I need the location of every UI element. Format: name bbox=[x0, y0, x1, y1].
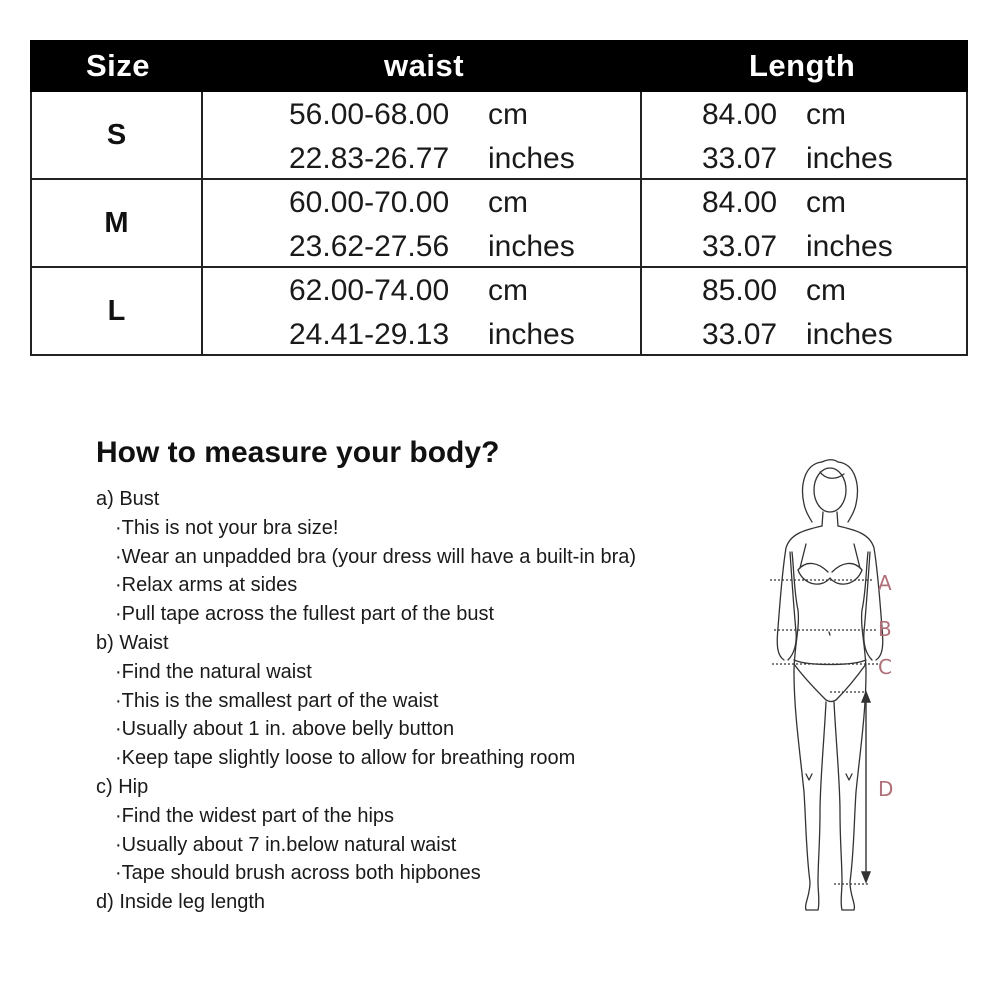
label-d: D bbox=[878, 777, 894, 801]
table-row bbox=[31, 267, 967, 355]
guide-tip: ·Usually about 1 in. above belly button bbox=[115, 718, 455, 741]
waist-cm-value: 60.00-70.00 bbox=[289, 186, 450, 219]
guide-title: How to measure your body? bbox=[96, 436, 500, 469]
guide-tip: ·Tape should brush across both hipbones bbox=[115, 862, 481, 885]
body-outline-drawing bbox=[760, 452, 910, 922]
waist-inch-value: 22.83-26.77 bbox=[289, 142, 450, 175]
length-cell bbox=[641, 91, 967, 179]
table-header-row bbox=[31, 41, 967, 91]
table-row bbox=[31, 179, 967, 267]
header-waist: waist bbox=[202, 41, 641, 91]
waist-inch-value: 24.41-29.13 bbox=[289, 318, 450, 351]
body-measurement-figure bbox=[760, 452, 910, 922]
guide-tip: ·Find the widest part of the hips bbox=[115, 804, 395, 827]
length-inch-value: 33.07 bbox=[702, 142, 778, 175]
guide-section-heading: a) Bust bbox=[96, 488, 160, 510]
guide-tip: ·Keep tape slightly loose to allow for breathing room bbox=[115, 747, 576, 770]
size-label: M bbox=[31, 179, 202, 267]
guide-tip: ·Usually about 7 in.below natural waist bbox=[115, 833, 457, 856]
waist-inch-unit: inches bbox=[488, 142, 575, 175]
guide-section-heading: d) Inside leg length bbox=[96, 891, 266, 914]
guide-section-heading: b) Waist bbox=[96, 631, 169, 654]
length-cm-value: 84.00 bbox=[702, 98, 778, 131]
waist-cm-unit: cm bbox=[488, 98, 528, 131]
length-cm-value: 85.00 bbox=[702, 274, 778, 307]
length-cm-unit: cm bbox=[806, 98, 846, 131]
length-cell bbox=[641, 267, 967, 355]
waist-cell bbox=[202, 179, 641, 267]
table-row bbox=[31, 91, 967, 179]
waist-cm-unit: cm bbox=[488, 274, 528, 307]
length-inch-value: 33.07 bbox=[702, 318, 778, 351]
label-a: A bbox=[878, 571, 892, 595]
length-inch-unit: inches bbox=[806, 318, 893, 351]
waist-cm-value: 56.00-68.00 bbox=[289, 98, 450, 131]
waist-inch-value: 23.62-27.56 bbox=[289, 230, 450, 263]
guide-tip: ·Pull tape across the fullest part of the bust bbox=[115, 603, 495, 626]
size-label: L bbox=[31, 267, 202, 355]
size-chart-table bbox=[30, 40, 968, 356]
guide-tip: ·This is the smallest part of the waist bbox=[115, 689, 439, 712]
length-inch-unit: inches bbox=[806, 142, 893, 175]
waist-cm-value: 62.00-74.00 bbox=[289, 274, 450, 307]
header-size: Size bbox=[31, 41, 202, 91]
waist-cell bbox=[202, 267, 641, 355]
waist-inch-unit: inches bbox=[488, 318, 575, 351]
guide-tip: ·This is not your bra size! bbox=[115, 516, 339, 539]
guide-section-heading: c) Hip bbox=[96, 775, 149, 798]
length-cm-unit: cm bbox=[806, 186, 846, 219]
guide-instructions bbox=[96, 485, 736, 917]
guide-tip: ·Wear an unpadded bra (your dress will have a built-in bra) bbox=[115, 545, 637, 568]
waist-inch-unit: inches bbox=[488, 230, 575, 263]
label-c: C bbox=[878, 655, 892, 679]
header-length: Length bbox=[641, 41, 967, 91]
guide-tip: ·Relax arms at sides bbox=[115, 574, 298, 597]
length-cm-unit: cm bbox=[806, 274, 846, 307]
length-cm-value: 84.00 bbox=[702, 186, 778, 219]
length-cell bbox=[641, 179, 967, 267]
guide-tip: ·Find the natural waist bbox=[115, 660, 312, 683]
length-inch-value: 33.07 bbox=[702, 230, 778, 263]
waist-cm-unit: cm bbox=[488, 186, 528, 219]
label-b: B bbox=[878, 617, 892, 641]
length-inch-unit: inches bbox=[806, 230, 893, 263]
waist-cell bbox=[202, 91, 641, 179]
size-label: S bbox=[31, 91, 202, 179]
